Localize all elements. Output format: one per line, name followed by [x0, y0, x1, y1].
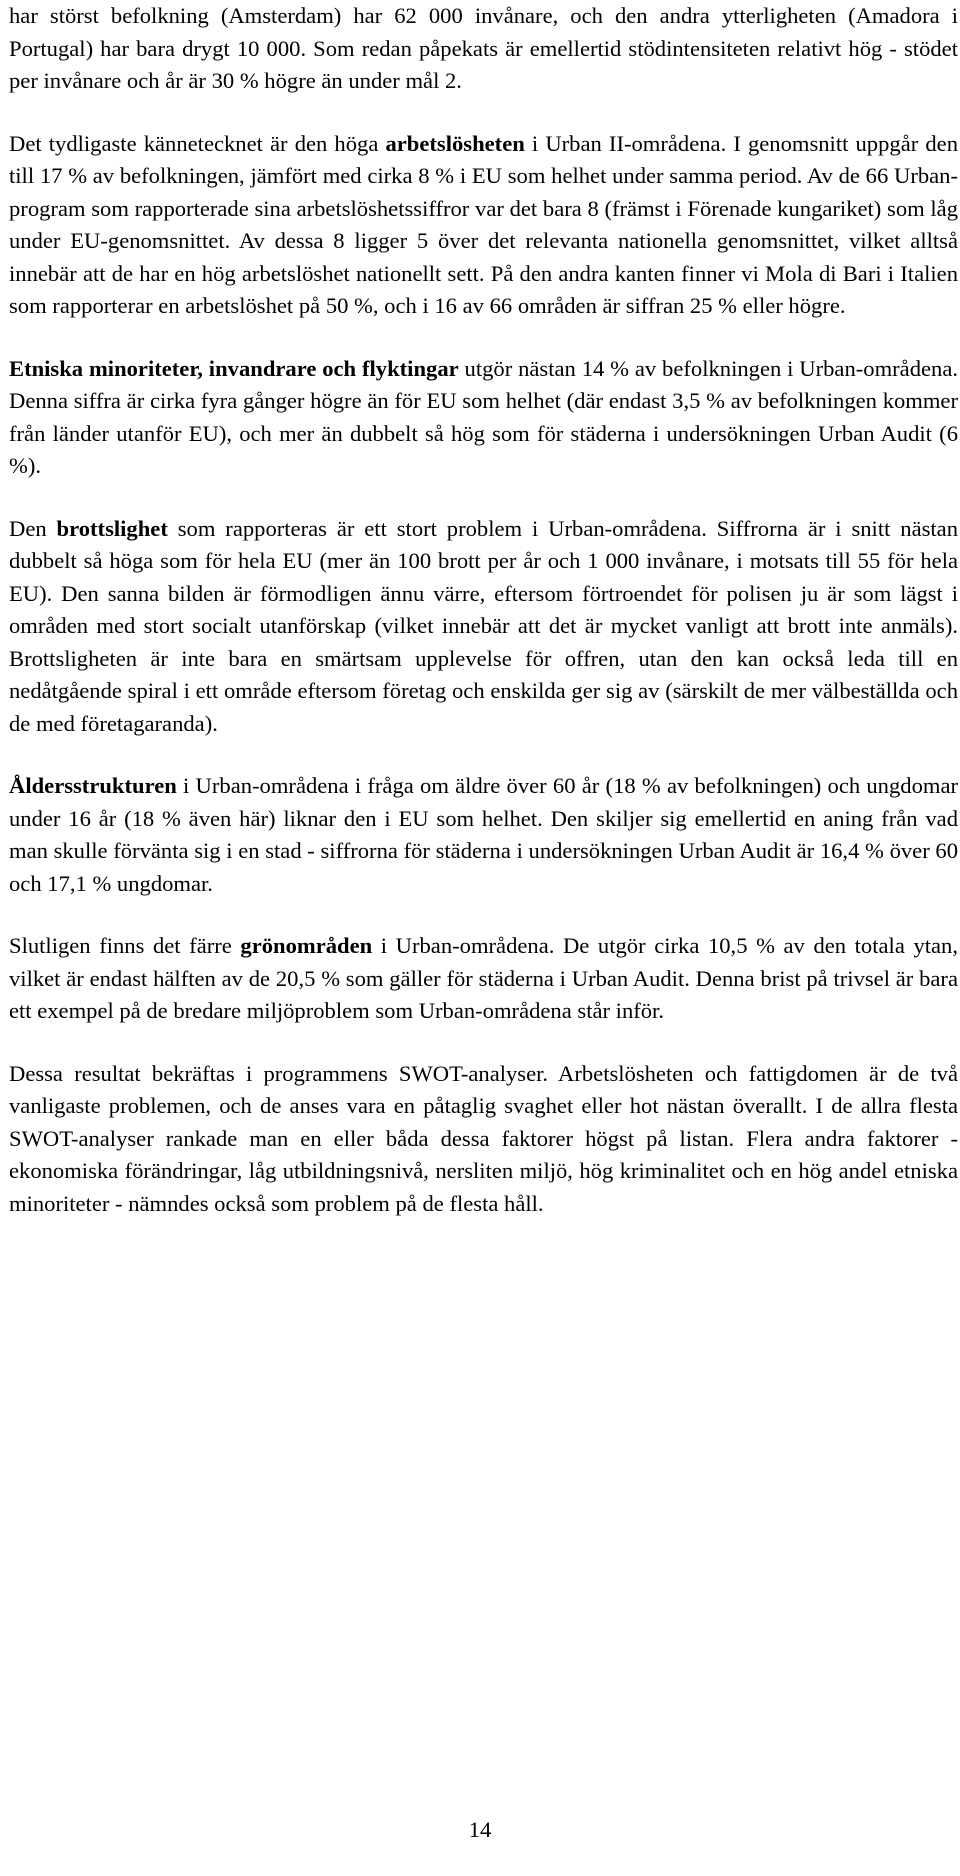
bold-term-ethnic-minorities: Etniska minoriteter, invandrare och flyktingar — [9, 355, 459, 381]
text-segment: utgör nästan 14 % av befolkningen i Urban-områdena. Denna siffra är cirka fyra gånger högre än för EU som helhet (där endast 3,5 % av befolkningen kommer från länder utanför EU), och mer än dubbelt så hög som för städerna i undersökningen Urban Audit (6 %). — [9, 355, 958, 478]
text-segment: Slutligen finns det färre — [9, 933, 241, 958]
paragraph-green-areas — [9, 930, 958, 1028]
paragraph-swot — [9, 1058, 958, 1221]
bold-term-aldersstrukturen: Åldersstrukturen — [9, 773, 177, 798]
text-segment: i Urban II-områdena. I genomsnitt uppgår den till 17 % av befolkningen, jämfört med cirka 8 % i EU som helhet under samma period. Av de 66 Urban-program som rapporterade sina arbetslöshetssiffror var det bara 8 (främst i Förenade kungariket) som låg under EU-genomsnittet. Av dessa 8 ligger 5 över det relevanta nationella genomsnittet, vilket alltså innebär att de har en hög arbetslöshet nationellt sett. På den andra kanten finner vi Mola di Bari i Italien som rapporterar en arbetslöshet på 50 %, och i 16 av 66 områden är siffran 25 % eller högre. — [9, 130, 958, 318]
text-segment: i Urban-områdena i fråga om äldre över 60 år (18 % av befolkningen) och ungdomar under 16 år (18 % även här) liknar den i EU som helhet. Den skiljer sig emellertid en aning från vad man skulle förvänta sig i en stad - siffrorna för städerna i undersökningen Urban Audit är 16,4 % över 60 och 17,1 % ungdomar. — [9, 773, 958, 896]
text-segment: har störst befolkning (Amsterdam) har 62 000 invånare, och den andra ytterligheten (Amadora i Portugal) har bara drygt 10 000. Som redan påpekats är emellertid stödintensiteten relativt hög - stödet per invånare och år är 30 % högre än under mål 2. — [9, 3, 958, 93]
text-segment: Den — [9, 515, 57, 541]
body-text — [9, 0, 958, 1220]
text-segment: Det tydligaste kännetecknet är den höga — [9, 130, 386, 156]
bold-term-arbetslosheten: arbetslösheten — [385, 130, 525, 156]
paragraph-population — [9, 0, 958, 98]
paragraph-unemployment — [9, 128, 958, 323]
text-segment: i Urban-områdena. De utgör cirka 10,5 % av den totala ytan, vilket är endast hälften av de 20,5 % som gäller för städerna i Urban Audit. Denna brist på trivsel är bara ett exempel på de bredare miljöproblem som Urban-områdena står inför. — [9, 933, 958, 1023]
paragraph-ethnic-minorities — [9, 353, 958, 483]
page-number: 14 — [468, 1817, 492, 1842]
paragraph-age-structure — [9, 770, 958, 900]
text-segment: som rapporteras är ett stort problem i Urban-områdena. Siffrorna är i snitt nästan dubbelt så höga som för hela EU (mer än 100 brott per år och 1 000 invånare, i motsats till 55 för hela EU). Den sanna bilden är förmodligen ännu värre, eftersom förtroendet för polisen ju är som lägst i områden med stort socialt utanförskap (vilket innebär att det är mycket vanligt att brott inte anmäls). Brottsligheten är inte bara en smärtsam upplevelse för offren, utan den kan också leda till en nedåtgående spiral i ett område eftersom företag och enskilda ger sig av (särskilt de mer välbeställda och de med företagaranda). — [9, 515, 958, 736]
bold-term-brottslighet: brottslighet — [56, 515, 168, 541]
paragraph-crime — [9, 513, 958, 741]
bold-term-gronomraden: grönområden — [240, 933, 373, 958]
text-segment: Dessa resultat bekräftas i programmens SWOT-analyser. Arbetslösheten och fattigdomen är de två vanligaste problemen, och de anses vara en påtaglig svaghet eller hot nästan överallt. I de allra flesta SWOT-analyser rankade man en eller båda dessa faktorer högst på listan. Flera andra faktorer - ekonomiska förändringar, låg utbildningsnivå, nersliten miljö, hög kriminalitet och en hög andel etniska minoriteter - nämndes också som problem på de flesta håll. — [9, 1060, 958, 1216]
